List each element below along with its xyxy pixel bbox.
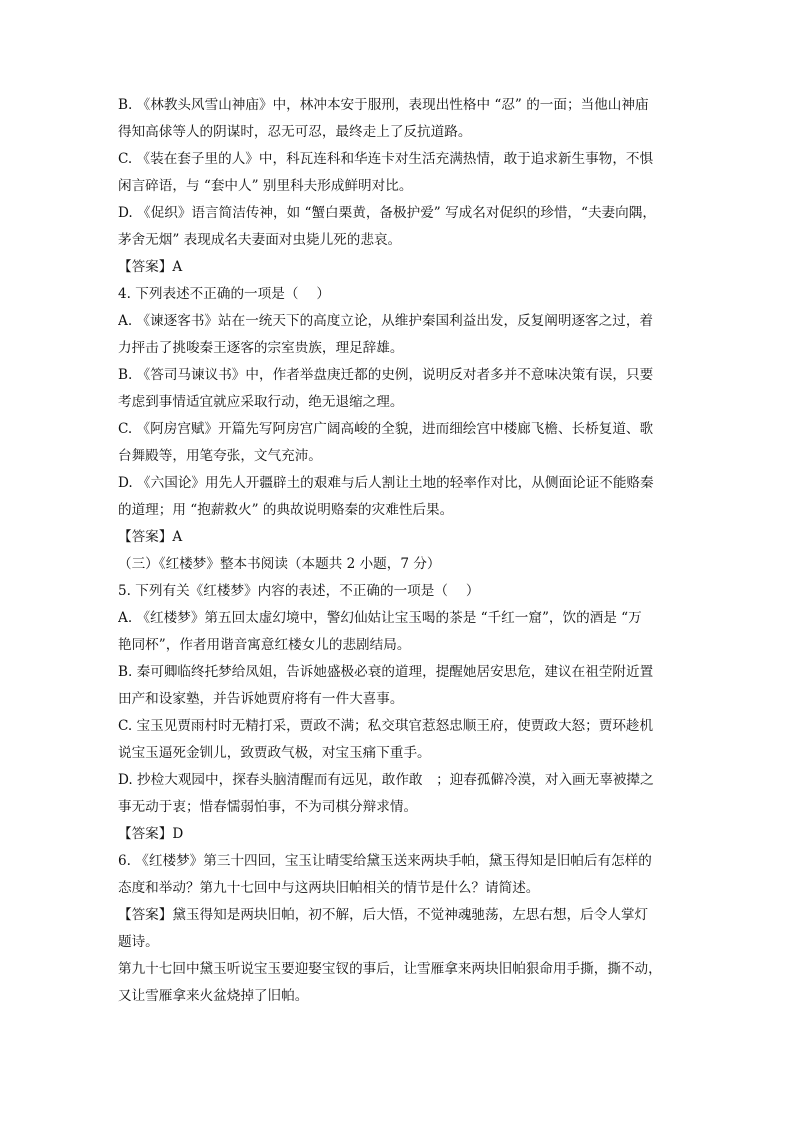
q5-option-b-line-2: 田产和设家塾，并告诉她贾府将有一件大喜事。 [118, 691, 404, 707]
option-b-line-2: 得知高俅等人的阴谋时，忍无可忍，最终走上了反抗道路。 [118, 124, 472, 140]
question-6-line-2: 态度和举动？第九十七回中与这两块旧帕相关的情节是什么？请简述。 [118, 880, 540, 896]
answer-q6-line-2: 题诗。 [118, 934, 159, 950]
answer-q3: 【答案】A [118, 259, 183, 275]
q5-option-d-line-1: D. 抄检大观园中，探春头脑清醒而有远见，敢作敢 ；迎春孤僻冷漠，对入画无辜被撵之 [118, 772, 654, 788]
q4-option-a-line-2: 力抨击了挑唆秦王逐客的宗室贵族，理足辞雄。 [118, 340, 404, 356]
q5-option-a-line-2: 艳同杯”，作者用谐音寓意红楼女儿的悲剧结局。 [118, 637, 411, 653]
q5-option-a-line-1: A. 《红楼梦》第五回太虚幻境中，警幻仙姑让宝玉喝的茶是 “千红一窟”，饮的酒是 “万 [118, 610, 642, 626]
question-6-line-1: 6. 《红楼梦》第三十四回，宝玉让晴雯给黛玉送来两块手帕，黛玉得知是旧帕后有怎样的 [118, 853, 652, 869]
q4-option-b-line-1: B. 《答司马谏议书》中，作者举盘庚迁都的史例，说明反对者多并不意味决策有误，只要 [118, 367, 654, 383]
q5-option-c-line-2: 说宝玉逼死金钏儿，致贾政气极，对宝玉痛下重手。 [118, 745, 431, 761]
q5-option-c-line-1: C. 宝玉见贾雨村时无精打采，贾政不满；私交琪官惹怒忠顺王府，使贾政大怒；贾环趁机 [118, 718, 654, 734]
answer-q6-line-3: 第九十七回中黛玉听说宝玉要迎娶宝钗的事后，让雪雁拿来两块旧帕狠命用手撕，撕不动， [118, 961, 662, 977]
option-b-line-1: B. 《林教头风雪山神庙》中，林冲本安于服刑，表现出性格中 “忍” 的一面；当他山神庙 [118, 97, 649, 113]
q4-option-d-line-2: 的道理；用 “抱薪救火” 的典故说明赂秦的灾难性后果。 [118, 502, 454, 518]
q4-option-b-line-2: 考虑到事情适宜就应采取行动，绝无退缩之理。 [118, 394, 404, 410]
section-heading: （三）《红楼梦》整本书阅读（本题共 2 小题，7 分） [118, 556, 441, 572]
q4-option-c-line-1: C. 《阿房宫赋》开篇先写阿房宫广阔高峻的全貌，进而细绘宫中楼廊飞檐、长桥复道、歌 [118, 421, 654, 437]
question-4: 4. 下列表述不正确的一项是（ ） [118, 286, 330, 302]
option-d-line-2: 茅舍无烟” 表现成名夫妻面对虫毙儿死的悲哀。 [118, 232, 402, 248]
option-c-line-1: C. 《装在套子里的人》中，科瓦连科和华连卡对生活充满热情，敢于追求新生事物，不惧 [118, 151, 654, 167]
q5-option-d-line-2: 事无动于衷；惜春懦弱怕事，不为司棋分辩求情。 [118, 799, 418, 815]
question-5: 5. 下列有关《红楼梦》内容的表述，不正确的一项是（ ） [118, 583, 480, 599]
q4-option-a-line-1: A. 《谏逐客书》站在一统天下的高度立论，从维护秦国利益出发，反复阐明逐客之过，着 [118, 313, 654, 329]
q4-option-c-line-2: 台舞殿等，用笔夸张，文气充沛。 [118, 448, 322, 464]
answer-q6-line-4: 又让雪雁拿来火盆烧掉了旧帕。 [118, 988, 309, 1004]
document-page [118, 92, 678, 1010]
answer-q6-line-1: 【答案】黛玉得知是两块旧帕，初不解，后大悟，不觉神魂驰荡，左思右想，后令人掌灯 [118, 907, 649, 923]
option-c-line-2: 闲言碎语，与 “套中人” 别里科夫形成鲜明对比。 [118, 178, 413, 194]
answer-q5: 【答案】D [118, 826, 184, 842]
option-d-line-1: D. 《促织》语言简洁传神，如 “蟹白栗黄，备极护爱” 写成名对促织的珍惜，“夫妻向隅， [118, 205, 656, 221]
q5-option-b-line-1: B. 秦可卿临终托梦给凤姐，告诉她盛极必衰的道理，提醒她居安思危，建议在祖茔附近置 [118, 664, 654, 680]
q4-option-d-line-1: D. 《六国论》用先人开疆辟土的艰难与后人割让土地的轻率作对比，从侧面论证不能赂秦 [118, 475, 654, 491]
answer-q4: 【答案】A [118, 529, 183, 545]
